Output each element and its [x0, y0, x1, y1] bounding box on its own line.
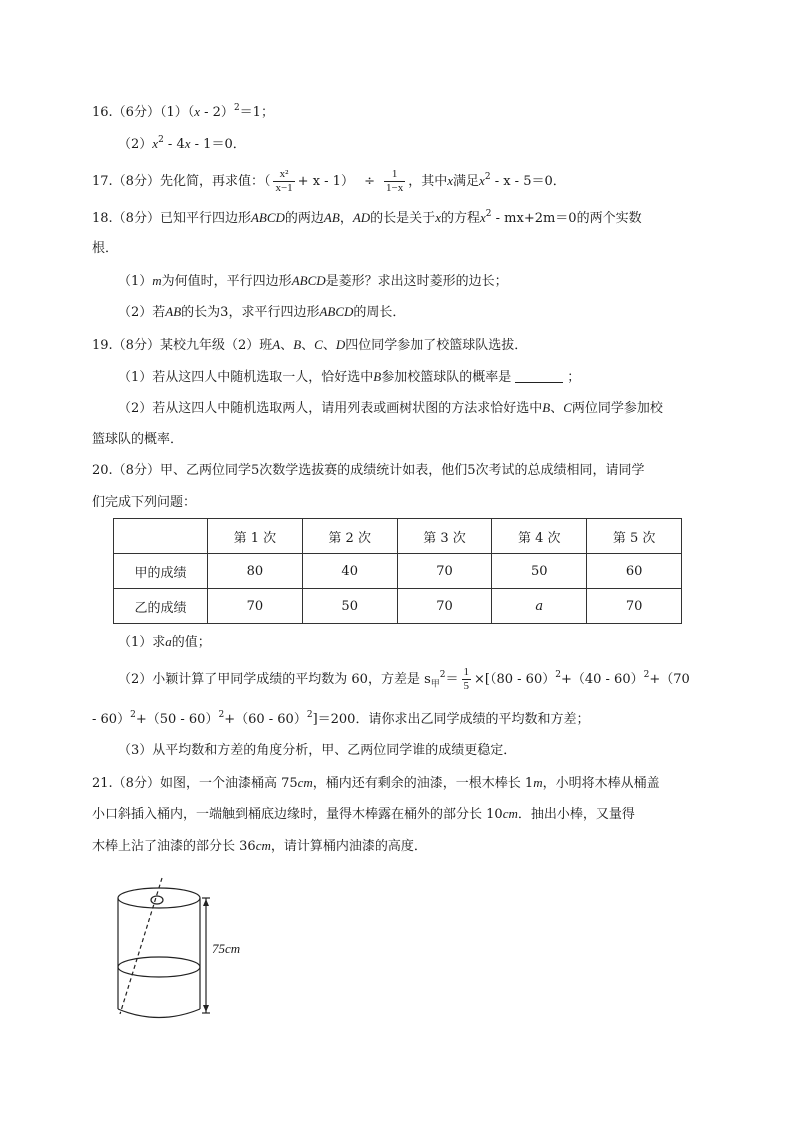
dashed-stick	[120, 878, 162, 1014]
arrow-up-icon	[203, 899, 209, 906]
height-label: 75cm	[212, 941, 241, 956]
q19-p1-c: ；	[567, 370, 581, 385]
var-x: x	[194, 104, 200, 119]
q17-tail-a: ，其中	[408, 174, 448, 189]
question-17	[92, 166, 566, 197]
table-cell: 60	[587, 554, 682, 589]
table-header-cell: 第 4 次	[492, 519, 587, 554]
bucket-top-ellipse	[118, 888, 200, 908]
table-header-cell: 第 1 次	[208, 519, 303, 554]
q19-p1-b: 参加校篮球队的概率是	[381, 370, 512, 385]
question-19	[92, 337, 527, 354]
q19-p2-b: 、	[550, 401, 564, 416]
divide-sign: ÷	[364, 174, 376, 189]
question-18-part-1	[118, 273, 508, 290]
var-x: x	[447, 173, 454, 188]
q16-end: ＝1；	[239, 105, 274, 120]
q18-p2-c: 的周长．	[353, 305, 406, 320]
var-abcd: ABCD	[250, 210, 285, 225]
var-c-point: C	[314, 337, 323, 352]
frac-num: 1	[463, 666, 470, 678]
table-cell: 甲的成绩	[114, 554, 208, 589]
question-20-part-2-line-2	[92, 712, 589, 728]
paint-bucket-figure	[110, 866, 280, 1026]
question-16	[92, 104, 274, 121]
question-20-part-2	[118, 665, 690, 700]
frac1-den: x−1	[275, 182, 293, 194]
q16-p2-c: - 1＝0．	[190, 137, 246, 152]
bucket-opening	[151, 896, 163, 904]
question-16-part-2	[118, 136, 246, 153]
var-x: x	[479, 173, 485, 188]
table-cell: a	[492, 589, 587, 624]
q19-e: 四位同学参加了校篮球队选拔．	[345, 338, 528, 353]
unit-cm: cm	[255, 838, 271, 853]
q18-e: 的方程	[440, 211, 480, 226]
q16-p2-b: - 4	[163, 137, 185, 152]
q20-p2-b: ＝	[445, 672, 459, 687]
question-19-part-2-line-2: 篮球队的概率．	[92, 432, 184, 447]
q18-p1-a: （1）	[118, 274, 153, 289]
unit-cm: cm	[502, 806, 518, 821]
q21-c: ，小明将木棒从桶盖	[542, 776, 660, 791]
fraction-one-fifth	[462, 666, 472, 693]
table-cell: 70	[397, 589, 492, 624]
table-row	[114, 589, 682, 624]
q20-l2-c: +（60 - 60）	[224, 712, 307, 727]
q18-b: 的两边	[284, 211, 324, 226]
var-c-point: C	[563, 400, 572, 415]
question-18-line-2: 根．	[92, 241, 119, 256]
unit-cm: cm	[297, 775, 313, 790]
q18-a: 18.（8分）已知平行四边形	[92, 211, 251, 226]
q16-head: 16.（6分）（1）（	[92, 105, 195, 120]
score-table	[113, 518, 682, 624]
q20-l2-exp: 2	[306, 710, 313, 720]
table-header-cell: 第 3 次	[397, 519, 492, 554]
fraction-2	[384, 168, 405, 195]
q19-p2-c: 两位同学参加校	[571, 401, 663, 416]
q19-sep2: 、	[301, 338, 315, 353]
question-18-part-2	[118, 304, 405, 321]
unit-m: m	[533, 775, 543, 790]
var-x: x	[479, 210, 486, 225]
table-cell: 70	[397, 554, 492, 589]
answer-blank[interactable]	[515, 370, 563, 383]
q21-l3-b: ，请计算桶内油漆的高度．	[270, 839, 427, 854]
q20-l2-b: +（50 - 60）	[135, 712, 219, 727]
table-cell: 80	[208, 554, 303, 589]
paint-level-ellipse	[118, 957, 200, 977]
fraction-1	[273, 168, 294, 195]
q20-p2-e: +（70	[649, 672, 690, 687]
table-header-cell: 第 5 次	[587, 519, 682, 554]
question-19-part-2	[118, 400, 663, 417]
question-21-line-2	[92, 806, 635, 823]
question-19-part-1	[118, 369, 580, 386]
q17-tail-b: 满足	[453, 174, 480, 189]
q20-l2-exp: 2	[218, 710, 225, 720]
frac2-den: 1−x	[386, 182, 404, 194]
q21-b: ，桶内还有剩余的油漆，一根木棒长 1	[312, 776, 534, 791]
var-x: x	[435, 210, 441, 225]
q21-l2-b: ．抽出小棒，又量得	[517, 807, 635, 822]
q21-l2-a: 小口斜插入桶内，一端触到桶底边缘时，量得木棒露在桶外的部分长 10	[92, 807, 503, 822]
q18-exp: 2	[485, 209, 492, 219]
var-abcd: ABCD	[319, 304, 354, 319]
q20-l2-exp: 2	[130, 710, 136, 720]
var-ad: AD	[352, 210, 371, 225]
table-cell: 70	[208, 589, 303, 624]
question-20-part-1	[118, 634, 211, 651]
q21-a: 21.（8分）如图，一个油漆桶高 75	[92, 776, 298, 791]
q17-tail-c: - x - 5＝0．	[490, 174, 566, 189]
table-cell: 乙的成绩	[114, 589, 208, 624]
question-20-line-2: 们完成下列问题：	[92, 495, 197, 510]
var-b-point: B	[373, 369, 382, 384]
q17-mid: + x - 1）	[297, 174, 354, 189]
var-x: x	[152, 136, 159, 151]
question-21-line-3	[92, 838, 427, 855]
q18-p1-c: 是菱形？求出这时菱形的边长；	[325, 274, 508, 289]
table-header-cell: 第 2 次	[302, 519, 397, 554]
q20-p2-exp: 2	[439, 670, 446, 680]
var-b-point: B	[293, 337, 302, 352]
q19-p1-a: （1）若从这四人中随机选取一人，恰好选中	[118, 370, 374, 385]
q18-p2-b: 的长为3，求平行四边形	[181, 305, 320, 320]
q16-p2-a: （2）	[118, 137, 153, 152]
q17-exp: 2	[484, 172, 491, 182]
var-a-point: A	[272, 337, 281, 352]
var-x: x	[184, 136, 191, 151]
q20-p2-d: +（40 - 60）	[560, 672, 644, 687]
q20-p1-b: 的值；	[171, 635, 211, 650]
q18-f: - mx+2m＝0的两个实数	[491, 211, 642, 226]
table-cell: 50	[302, 589, 397, 624]
var-abcd: ABCD	[291, 273, 326, 288]
q17-head: 17.（8分）先化简，再求值：（	[92, 174, 271, 189]
q20-p2-exp: 2	[555, 670, 561, 680]
arrow-down-icon	[203, 1005, 209, 1012]
q18-p1-b: 为何值时，平行四边形	[161, 274, 292, 289]
var-d-point: D	[335, 337, 346, 352]
q19-p2-a: （2）若从这四人中随机选取两人，请用列表或画树状图的方法求恰好选中	[118, 401, 543, 416]
q16-mid: - 2）	[200, 105, 234, 120]
frac1-num: x²	[273, 168, 294, 182]
table-cell: 40	[302, 554, 397, 589]
q19-sep3: 、	[322, 338, 336, 353]
q21-l3-a: 木棒上沾了油漆的部分长 36	[92, 839, 256, 854]
q19-a: 19.（8分）某校九年级（2）班	[92, 338, 273, 353]
var-a: a	[165, 634, 172, 649]
question-20-part-3: （3）从平均数和方差的角度分析，甲、乙两位同学谁的成绩更稳定．	[118, 743, 517, 758]
frac2-num: 1	[384, 168, 405, 182]
question-18	[92, 210, 642, 227]
q20-p2-a: （2）小颖计算了甲同学成绩的平均数为 60，方差是 s	[118, 672, 431, 687]
q16-exp: 2	[233, 103, 240, 113]
table-row	[114, 554, 682, 589]
var-ab: AB	[165, 304, 182, 319]
question-20: 20.（8分）甲、乙两位同学5次数学选拔赛的成绩统计如表，他们5次考试的总成绩相同，请同学	[92, 463, 645, 478]
q18-d: 的长是关于	[370, 211, 436, 226]
q20-l2-a: - 60）	[92, 712, 131, 727]
q19-sep1: 、	[280, 338, 294, 353]
table-header-row	[114, 519, 682, 554]
table-header-cell	[114, 519, 208, 554]
q20-p1-a: （1）求	[118, 635, 166, 650]
table-cell: 70	[587, 589, 682, 624]
q18-p2-a: （2）若	[118, 305, 166, 320]
bucket-bottom-arc	[118, 1009, 200, 1018]
var-ab: AB	[323, 210, 340, 225]
question-21	[92, 775, 660, 792]
var-m: m	[152, 273, 162, 288]
table-cell: 50	[492, 554, 587, 589]
var-b-point: B	[542, 400, 551, 415]
q16-p2-exp: 2	[158, 135, 164, 145]
q20-p2-sub: 甲	[430, 679, 440, 690]
q18-c: ，	[339, 211, 353, 226]
q20-l2-d: ]＝200．请你求出乙同学成绩的平均数和方差；	[312, 712, 590, 727]
q20-p2-c: ×[（80 - 60）	[474, 672, 556, 687]
q20-p2-exp: 2	[643, 670, 650, 680]
frac-den: 5	[463, 680, 470, 692]
